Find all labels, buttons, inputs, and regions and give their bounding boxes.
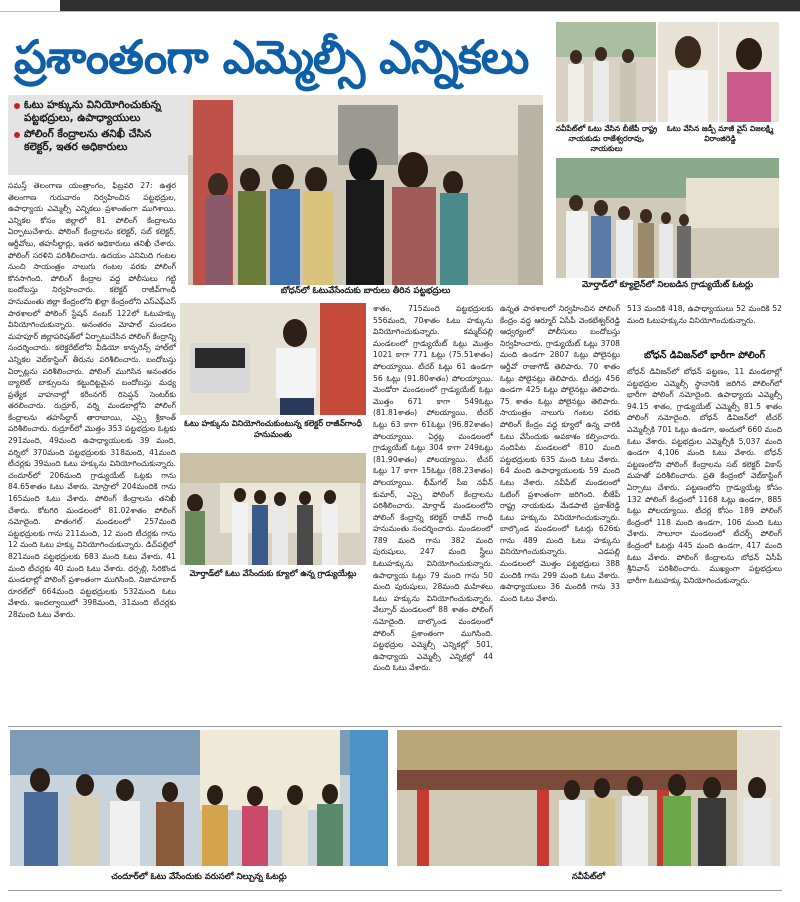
- photo-man-voter: [658, 22, 718, 122]
- article-column-4-intro: 513 మందికి 418, ఉపాధ్యాయులు 52 మందికి 52 మంది ఓటుహక్కును వినియోగించుకున్నారు.: [627, 304, 782, 325]
- caption-zp-leader: ఓటు వేసిన జడ్పీ మాజీ వైస్ విజలక్ష్మి విరాంజిరెడ్డి: [666, 124, 774, 143]
- page-headline: ప్రశాంతంగా ఎమ్మెల్సీ ఎన్నికలు: [14, 30, 529, 84]
- page-top-bar: [0, 0, 800, 12]
- article-column-3: ఉన్నత పాఠశాలలో నిర్వహించిన పోలింగ్ కేంద్రం వద్ద ఆర్మూర్ ఏసీపీ వెంకటేశ్వర్‌రెడ్డి ఆధ్వర్యంలో పోలీసులు బందోబస్తు నిర్వహించారు. గ్రాడ్యుయేట్ ఓట్లు 3708 మంది ఉండగా 2807 ఓట్లు పోలైనట్లు ఆర్డీవో రాజాగౌడ్ తెలిపారు. 70 శాతం ఓట్లు పోలైనట్లు తెలిపారు. టీచర్లు 456 ఉండగా 425 ఓట్లు పోలైనట్లు తెలిపారు. 75 శాతం ఓట్లు పోలైనట్లు తెలిపారు. సాయంత్రం నాలుగు గంటల వరకు పోలింగ్ కేంద్రం వద్ద క్యూలో ఉన్న వారికి ఓటు వేసేందుకు అవకాశం కల్పించారు. నందిపేట మండలంలో 810 మంది పట్టభద్రులకు 635 మంది ఓటు వేశారు. 64 మంది ఉపాధ్యాయులకు 59 మంది ఓటు వేశారు. నవీపేట్ మండలంలో ఓటింగ్ ప్రశాంతంగా జరిగింది. బీజేపీ రాష్ట్ర నాయకుడు మేడపాటి ప్రకాశ్‌రెడ్డి ఓటు హక్కును వినియోగించుకున్నారు. బాల్కొండ మండలంలో ఓటర్లు 626కు గాను 489 మంది ఓటు హక్కును వినియోగించుకున్నారు. ఎడపల్లి మండలంలో మొత్తం పట్టభద్రులు 388 మందికి గాను 299 మంది ఓటు వేశారు. ఉపాధ్యాయులు 36 మందికి గాను 33 మంది ఓటు వేశారు.: [500, 304, 620, 603]
- caption-collector-voting: ఓటు హక్కును వినియోగించుకుంటున్న కలెక్టర్ రాజీవ్‌గాంధీ హనుమంతు: [184, 419, 362, 439]
- caption-voters-queue: బోధన్‌లో ఓటువేసేందుకు బారులు తీరిన పట్టభద్రులు: [280, 286, 451, 296]
- photo-voters-queue: [188, 95, 543, 285]
- bottom-divider: [8, 890, 782, 891]
- photo-queue-line: [556, 158, 779, 278]
- photo-collector-voting: [180, 303, 366, 415]
- article-subheading: బోధన్ డివిజన్‌లో భారీగా పోలింగ్: [644, 350, 765, 361]
- caption-navipet-voters: నవీపేట్‌లో: [571, 872, 606, 882]
- caption-bjp-leaders: నవీపేట్‌లో ఓటు వేసిన బీజేపీ రాష్ట్ర నాయకుడు రాజేశ్వరరావు, నాయకులు: [555, 124, 658, 153]
- photo-chandur-voters: [10, 730, 388, 866]
- section-divider: [8, 726, 782, 727]
- photo-bjp-leaders: [556, 22, 656, 122]
- article-column-4: బోధన్ డివిజన్‌లో బోధన్ పట్టణం, 11 మండలాల్లో పట్టభద్రుల ఎమ్మెల్సీ స్థానానికి జరిగిన పోలింగ్‌లో భారీగా పోలింగ్ నమోదైంది. ఉపాధ్యాయ ఎమ్మెల్సీ 94.15 శాతం, గ్రాడ్యుయేట్ ఎమ్మెల్సీ 81.5 శాతం పోలింగ్ నమోదైంది. బోధన్ డివిజన్‌లో టీచర్ ఎమ్మెల్సీకి 701 ఓట్లు ఉండగా, అందులో 660 మంది ఓటు వేశారు. పట్టభద్రుల ఎమ్మెల్సీకి 5,037 మంది ఉండగా 4,106 మంది ఓటు వేశారు. బోధన్ పట్టణంలోని పోలింగ్ కేంద్రాలను సబ్ కలెక్టర్ వికాస్ మహతో పరిశీలించారు. ప్రతి కేంద్రంలో వెబ్‌కాస్టింగ్ ఏర్పాటు చేశారు. పట్టణంలోని గ్రాడ్యుయేట్ల కోసం 132 పోలింగ్ కేంద్రంలో 1168 ఓట్లు ఉండగా, 885 ఓట్లు పోలయ్యాయి. టీచర్ల కోసం 189 పోలింగ్ కేంద్రంలో 118 మంది ఉండగా, 106 మంది ఓటు వేశారు. సాలూరా మండలంలో టీచర్స్ పోలింగ్ కేంద్రంలో ఓటర్లు 445 మంది ఉండగా, 417 మంది ఓటు వేశారు. పోలింగ్ కేంద్రాలను బోధన్ ఏసీపీ శ్రీనివాస్ పరిశీలించారు. ముఖ్యంగా పట్టభద్రులు భారీగా ఓటుహక్కు వినియోగించుకున్నారు.: [627, 367, 782, 585]
- photo-woman-voter: [719, 22, 779, 122]
- article-column-2: శాతం, 715మంది పట్టభద్రులకు 556మంది, 70శాతం ఓటు హక్కును వినియోగించుకున్నారు. కమ్మర్‌పల్లి మండలంలో గ్రాడ్యుయేట్ ఓట్లు మొత్తం 1021 కాగా 771 ఓట్లు (75.51శాతం) పోలయ్యాయి. టీచర్ ఓట్లు 61 ఉండగా 56 ఓట్లు (91.80శాతం) పోలయ్యాయి. మెండోరా మండలంలో గ్రాడ్యుయేట్ ఓట్లు మొత్తం 671 కాగా 549ఓట్లు (81.81శాతం) పోలయ్యాయి. టీచర్ ఓట్లు 63 కాగా 61ఓట్లు (96.82శాతం) పోలయ్యాయి. ఏర్గట్ల మండలంలో గ్రాడ్యుయేట్ ఓట్లు 304 కాగా 249ఓట్లు (81.90శాతం) పోలయ్యాయి. టీచర్ ఓట్లు 17 కాగా 15ఓట్లు (88.23శాతం) పోలయ్యాయి. భీమ్‌గల్ సీఐ నవీన్ కుమార్, ఎస్సై పోలింగ్ కేంద్రాలను పరిశీలించారు. మోర్తాడ్ మండలంలోని పోలింగ్ కేంద్రాన్ని కలెక్టర్ రాజీవ్ గాంధీ హనుమంతు సందర్శించారు. మండలంలో 789 మంది గాను 382 మంది పురుషులు, 247 మంది స్త్రీలు ఓటుహక్కును వినియోగించుకున్నారు. ఉపాధ్యాయ ఓట్లు 79 మంది గాను 50 మంది పురుషులు, 28మంది మహిళలు ఓటు హక్కును వినియోగించుకున్నారు. వేల్పూర్ మండలంలో 88 శాతం పోలింగ్ నమోదైంది. బాల్కొండ మండలంలో పోలింగ్ ప్రశాంతంగా ముగిసింది. పట్టభద్రుల ఎమ్మెల్సీ ఎన్నికల్లో 501, ఉపాధ్యాయ ఎమ్మెల్సీ ఎన్నికల్లో 44 మంది ఓటు వేశారు.: [373, 304, 493, 673]
- caption-graduates-queue: మోర్తాడ్‌లో ఓటు వేసేందుకు క్యూలో ఉన్న గ్రాడ్యుయేట్లు: [189, 569, 357, 578]
- highlight-item: పోలింగ్ కేంద్రాలను తనిఖీ చేసిన కలెక్టర్, ఇతర అధికారులు: [14, 128, 182, 154]
- caption-chandur-voters: చందూర్‌లో ఓటు వేసేందుకు వరుసలో నిల్చున్న ఓటర్లు: [111, 872, 287, 882]
- caption-queue-line: మోర్తాడ్‌లో క్యూలైన్‌లో నిలబడిన గ్రాడ్యుయేట్ ఓటర్లు: [581, 280, 754, 290]
- article-column-1: సమస్త్ తెలంగాణ యంత్రాంగం, ఫిబ్రవరి 27: ఉత్తర తెలంగాణ గురువారం నిర్వహించిన పట్టభద్రుల, ఉపాధ్యాయ ఎమ్మెల్సీ ఎన్నికలు ప్రశాంతంగా ముగిశాయి. ఎన్నికల కోసం జిల్లాలో 81 పోలింగ్ కేంద్రాలను ఏర్పాటుచేశారు. పోలింగ్ కేంద్రాలను కలెక్టర్, సబ్ కలెక్టర్, ఆర్డీవోలు, తహసీల్దార్లు, ఇతర అధికారులు తనిఖీ చేశారు. పోలింగ్ సరళిని పరిశీలించారు. ఉదయం ఎనిమిది గంటల నుంచి సాయంత్రం నాలుగు గంటల వరకు పోలింగ్ కొనసాగింది. పోలింగ్ కేంద్రాల వద్ద పోలీసులు గట్టి బందోబస్తు నిర్వహించారు. కలెక్టర్ రాజీవ్‌గాంధీ హనుమంతు జిల్లా కేంద్రంలోని ఖిల్లా కేంద్రంలోని ఎస్ఎఫ్ఎస్ పాఠశాలలో పోలింగ్ స్టేషన్ నంబర్ 122లో ఓటుహక్కు వినియోగించుకున్నారు. అనంతరం మోపాల్ మండలం మహపూర్ జిల్లాపరిషత్‌లో ఏర్పాటుచేసిన పోలింగ్ కేంద్రాన్ని సందర్శించారు. కలెక్టరేట్‌లోని వీడియో కాన్ఫరెన్స్ హాల్‌లో ఎన్నికల వెబ్‌కాస్టింగ్ తీరును పరిశీలించారు. బందోబస్తు ఏర్పాట్లను పరిశీలించారు. పోలింగ్ ముగిసిన అనంతరం బ్యాలెట్ బాక్సులను కట్టుదిట్టమైన బందోబస్తు మధ్య ప్రత్యేక వాహనాల్లో కరీంనగర్ రిసెప్షన్ సెంటర్‌కు తరలించారు. రుద్రూర్, వర్ని మండలాల్లోని పోలింగ్ కేంద్రాలను తహసీల్దార్ తారాబాయి, ఎస్సై శ్రీకాంత్ పరిశీలించారు. రుద్రూర్‌లో మొత్తం 353 పట్టభద్రుల ఓట్లకు 291మంది, 49మంది ఉపాధ్యాయులకు 39 మంది, వర్నిలో 370మంది పట్టభద్రులకు 318మంది, 41మంది టీచర్లకు 39మంది ఓటు హక్కును వినియోగించుకున్నారు. చందూర్‌లో 206మంది గ్రాడ్యుయేట్ ఓట్లకు గాను 84.65శాతం ఓటు వేశారు. మోస్రాలో 204మందికి గాను 165మంది ఓటు వేశారు. పోలింగ్ కేంద్రాలను తనిఖీ చేశారు. కోటగిరి మండలంలో 81.02శాతం పోలింగ్ నమోదైంది. పొతంగల్ మండలంలో 257మంది పట్టభద్రులకు గాను 211మంది, 12 మంది టీచర్లకు గాను 12 మంది ఓటు హక్కు వినియోగించుకున్నారు. డిచ్‌పల్లిలో 821మంది పట్టభద్రులకు 683 మంది ఓటు వేశారు. 41 మంది టీచర్లకు 40 మంది ఓటు వేశారు. ధర్పల్లి, సిరికొండ మండలాల్లో పోలింగ్ ప్రశాంతంగా ముగిసింది. నిజామాబాద్ రూరల్‌లో 664మంది పట్టభద్రులకు 532మంది ఓటు వేశారు. ఇందల్వాయిలో 398మంది, 31మంది టీచర్లకు 28మంది ఓటు వేశారు.: [8, 181, 176, 619]
- highlight-item: ఓటు హక్కును వినియోగించుకున్న పట్టభద్రులు, ఉపాధ్యాయులు: [14, 99, 182, 125]
- highlights-box: [8, 95, 188, 175]
- photo-navipet-voters: [397, 730, 780, 866]
- photo-graduates-queue: [180, 453, 366, 565]
